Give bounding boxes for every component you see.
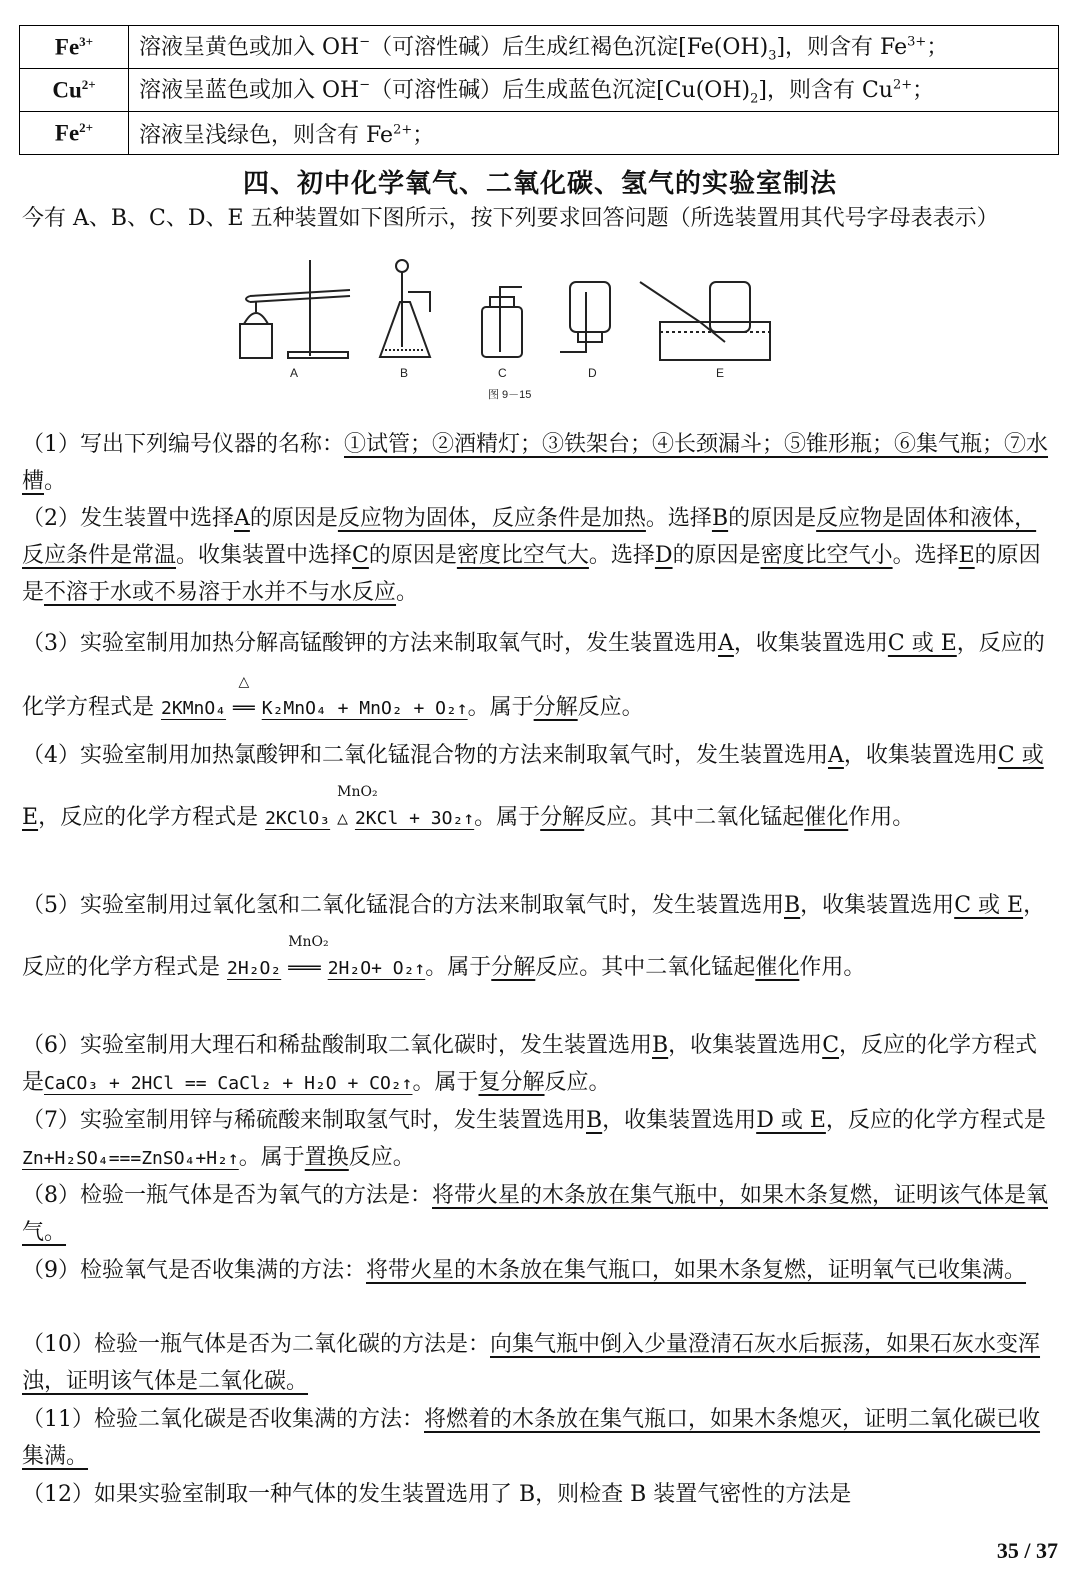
- answer-q1: ①试管；②酒精灯；③铁架台；④长颈漏斗；⑤锥形瓶；⑥集气瓶；⑦水槽: [22, 432, 1049, 494]
- question-5: （5）实验室制用过氧化氢和二氧化锰混合的方法来制取氧气时，发生装置选用B，收集装置选用C 或 E，反应的化学方程式是 2H₂O₂ MnO₂ ═══ 2H₂O+ O₂↑。属于分解反应。其中二氧化锰起催化作用。: [22, 875, 1058, 1000]
- section-title: 四、初中化学氧气、二氧化碳、氢气的实验室制法: [242, 169, 837, 199]
- question-10: （10）检验一瓶气体是否为二氧化碳的方法是：向集气瓶中倒入少量澄清石灰水后振荡，如果石灰水变浑浊，证明该气体是二氧化碳。: [22, 1332, 1041, 1394]
- table-row: [20, 69, 1059, 112]
- question-3: （3）实验室制用加热分解高锰酸钾的方法来制取氧气时，发生装置选用A，收集装置选用C 或 E，反应的化学方程式是 2KMnO₄ △ ══ K₂MnO₄ + MnO₂ + O₂↑。属于分解反应。: [22, 612, 1058, 741]
- ion-cell: $Cu^{2+}$: [20, 69, 129, 112]
- question-4: （4）实验室制用加热氯酸钾和二氧化锰混合物的方法来制取氧气时，发生装置选用A，收集装置选用C 或 E，反应的化学方程式是 2KClO₃ MnO₂ △ 2KCl + 3O₂↑。属于分解反应。其中二氧化锰起催化作用。: [22, 725, 1058, 850]
- ion-cell: $Fe^{3+}$: [20, 26, 129, 69]
- ion-test-table: [19, 25, 1059, 155]
- ion-description: 溶液呈黄色或加入 OH−（可溶性碱）后生成红褐色沉淀$[Fe(OH)_3]$，则含有 $Fe^{3+}$；: [129, 26, 1059, 69]
- figure-label-d: D: [588, 366, 597, 380]
- apparatus-c: [482, 287, 522, 357]
- figure-label-a: A: [290, 366, 299, 380]
- ion-cell: $Fe^{2+}$: [20, 112, 129, 155]
- apparatus-a: [240, 260, 350, 358]
- reaction-condition: MnO₂ △: [337, 784, 378, 829]
- figure-label-c: C: [498, 366, 507, 380]
- ion-description: 溶液呈蓝色或加入 OH−（可溶性碱）后生成蓝色沉淀$[Cu(OH)_2]$，则含有 $Cu^{2+}$；: [129, 69, 1059, 112]
- question-9: （9）检验氧气是否收集满的方法：将带火星的木条放在集气瓶口，如果木条复燃，证明氧气已收集满。: [22, 1258, 1027, 1283]
- figure-caption: 图 9－15: [488, 389, 532, 401]
- intro-text: 今有 A、B、C、D、E 五种装置如下图所示，按下列要求回答问题（所选装置用其代号字母表表示）: [22, 206, 999, 231]
- apparatus-b: [380, 260, 430, 357]
- apparatus-d: [560, 282, 610, 352]
- question-8: （8）检验一瓶气体是否为氧气的方法是：将带火星的木条放在集气瓶中，如果木条复燃，证明该气体是氧气。: [22, 1183, 1049, 1245]
- apparatus-figure: [230, 252, 790, 402]
- figure-label-b: B: [400, 366, 409, 380]
- reaction-condition: △ ══: [233, 674, 255, 719]
- apparatus-e: [640, 282, 770, 360]
- table-row: [20, 26, 1059, 69]
- question-12: （12）如果实验室制取一种气体的发生装置选用了 B，则检查 B 装置气密性的方法是: [22, 1482, 852, 1507]
- question-11: （11）检验二氧化碳是否收集满的方法：将燃着的木条放在集气瓶口，如果木条熄灭，证明二氧化碳已收集满。: [22, 1407, 1041, 1469]
- ion-description: 溶液呈浅绿色，则含有 $Fe^{2+}$；: [129, 112, 1059, 155]
- question-7: （7）实验室制用锌与稀硫酸来制取氢气时，发生装置选用B，收集装置选用D 或 E，反应的化学方程式是Zn+H₂SO₄===ZnSO₄+H₂↑。属于置换反应。: [22, 1108, 1046, 1170]
- question-1: （1）写出下列编号仪器的名称：①试管；②酒精灯；③铁架台；④长颈漏斗；⑤锥形瓶；⑥集气瓶；⑦水槽。: [22, 432, 1049, 494]
- reaction-condition: MnO₂ ═══: [288, 934, 329, 979]
- figure-label-e: E: [716, 366, 725, 380]
- table-row: [20, 112, 1059, 155]
- page-number: 35 / 37: [996, 1538, 1058, 1563]
- question-2: （2）发生装置中选择A的原因是反应物为固体，反应条件是加热。选择B的原因是反应物是固体和液体，反应条件是常温。收集装置中选择C的原因是密度比空气大。选择D的原因是密度比空气小。选择E的原因是不溶于水或不易溶于水并不与水反应。: [22, 506, 1041, 605]
- question-6: （6）实验室制用大理石和稀盐酸制取二氧化碳时，发生装置选用B，收集装置选用C，反应的化学方程式是CaCO₃ + 2HCl == CaCl₂ + H₂O + CO₂↑。属于复分解反应。: [22, 1033, 1038, 1095]
